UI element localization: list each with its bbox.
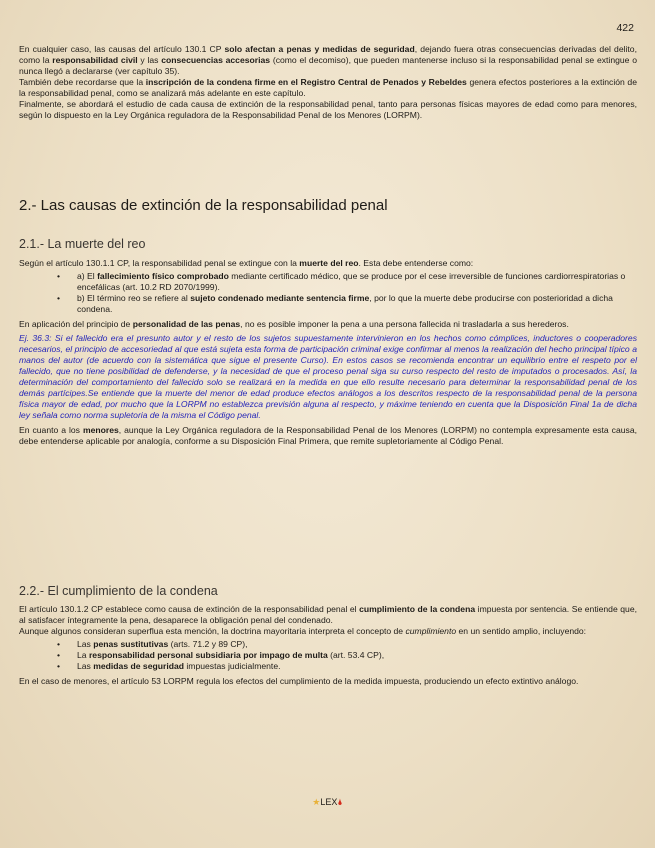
intro-section	[19, 44, 637, 121]
drop-icon: 🌢	[337, 797, 343, 807]
section-title: 2.1.- La muerte del reo	[19, 237, 146, 251]
bullet-list	[19, 639, 637, 672]
intro-paragraph: También debe recordarse que la inscripción de la condena firme en el Registro Central de Penados y Rebeldes genera efectos posteriores a la extinción de la responsabilidad penal, como se analizará más adelante en este capítulo.	[19, 77, 637, 98]
page-number: 422	[616, 22, 634, 34]
list-item: • La responsabilidad personal subsidiaria por impago de multa (art. 53.4 CP),	[51, 650, 637, 661]
bullet-list	[19, 271, 637, 315]
section-lead: Según el artículo 130.1.1 CP, la responsabilidad penal se extingue con la muerte del reo. Esta debe entenderse como:	[19, 258, 474, 268]
intro-paragraph: En cualquier caso, las causas del artículo 130.1 CP solo afectan a penas y medidas de seguridad, dejando fuera otras consecuencias derivadas del delito, como la responsabilidad civil y las consecuencias accesorias (como el decomiso), que pueden mantenerse incluso si la responsabilidad penal se extingue o nunca llegó a declararse (ver capítulo 35).	[19, 44, 637, 76]
list-item: • b) El término reo se refiere al sujeto condenado mediante sentencia firme, por lo que la muerte debe producirse con posterioridad a dicha condena.	[51, 293, 637, 315]
list-item: • Las penas sustitutivas (arts. 71.2 y 89 CP),	[51, 639, 637, 650]
section-cumplimiento	[19, 584, 637, 687]
list-item: • a) El fallecimiento físico comprobado mediante certificado médico, que se produce por el cese irreversible de funciones cardiorrespiratorias o encefálicas (art. 10.2 RD 2070/1999).	[51, 271, 637, 293]
paragraph: En el caso de menores, el artículo 53 LORPM regula los efectos del cumplimiento de la medida impuesta, produciendo un efecto extintivo análogo.	[19, 676, 579, 686]
star-icon: ★	[312, 797, 321, 807]
section-muerte-reo	[19, 237, 637, 447]
footer-brand	[0, 797, 655, 808]
list-item: • Las medidas de seguridad impuestas judicialmente.	[51, 661, 637, 672]
paragraph: En cuanto a los menores, aunque la Ley Orgánica reguladora de la Responsabilidad Penal de los Menores (LORPM) no contempla expresamente esta causa, debe entenderse aplicable por analogía, conforme a su Disposición Final Primera, que remite supletoriamente al Código Penal.	[19, 425, 637, 446]
main-heading: 2.- Las causas de extinción de la responsabilidad penal	[19, 197, 388, 214]
brand-text: LEX	[320, 797, 338, 807]
paragraph: El artículo 130.1.2 CP establece como causa de extinción de la responsabilidad penal el cumplimiento de la condena impuesta por sentencia. Se entiende que, al satisfacer íntegramente la pena, desaparece la obligación penal del condenado.	[19, 604, 638, 625]
paragraph: Aunque algunos consideran superflua esta mención, la doctrina mayoritaria interpreta el concepto de cumplimiento en un sentido amplio, incluyendo:	[19, 626, 587, 636]
section-title: 2.2.- El cumplimiento de la condena	[19, 584, 218, 598]
example-note: Ej. 36.3: Si el fallecido era el presunto autor y el resto de los sujetos supuestamente intervinieron en los hechos como cómplices, inductores o cooperadores necesarios, el principio de accesoriedad al que está sujeta esta forma de participación criminal exige confirmar al menos la realización del hecho principal típico a manos del autor (de acuerdo con la sistemática que sigue el presente Curso). En estos casos se recomienda encontrar un equilibrio entre el respeto por el fallecido, que no tiene posibilidad de defenderse, y la necesidad de que el proceso penal siga su curso respecto del resto de imputados o procesados. Así, la determinación del comportamiento del fallecido solo se realizará en la medida en que ello resulte necesario para determinar la responsabilidad penal de los demás partícipes.Se entiende que la muerte del menor de edad produce efectos análogos a los descritos respecto de la responsabilidad penal de la persona física mayor de edad, por mucho que la LORPM no establezca previsión alguna al respecto, y máxime teniendo en cuenta que la Disposición Final 1a de dicha ley señala como norma supletoria de la misma el Código penal.	[19, 333, 637, 420]
paragraph: En aplicación del principio de personalidad de las penas, no es posible imponer la pena a una persona fallecida ni trasladarla a sus herederos.	[19, 319, 569, 329]
intro-paragraph: Finalmente, se abordará el estudio de cada causa de extinción de la responsabilidad penal, tanto para personas físicas mayores de edad como para menores, según lo dispuesto en la Ley Orgánica reguladora de la Responsabilidad Penal de los Menores (LORPM).	[19, 99, 637, 120]
